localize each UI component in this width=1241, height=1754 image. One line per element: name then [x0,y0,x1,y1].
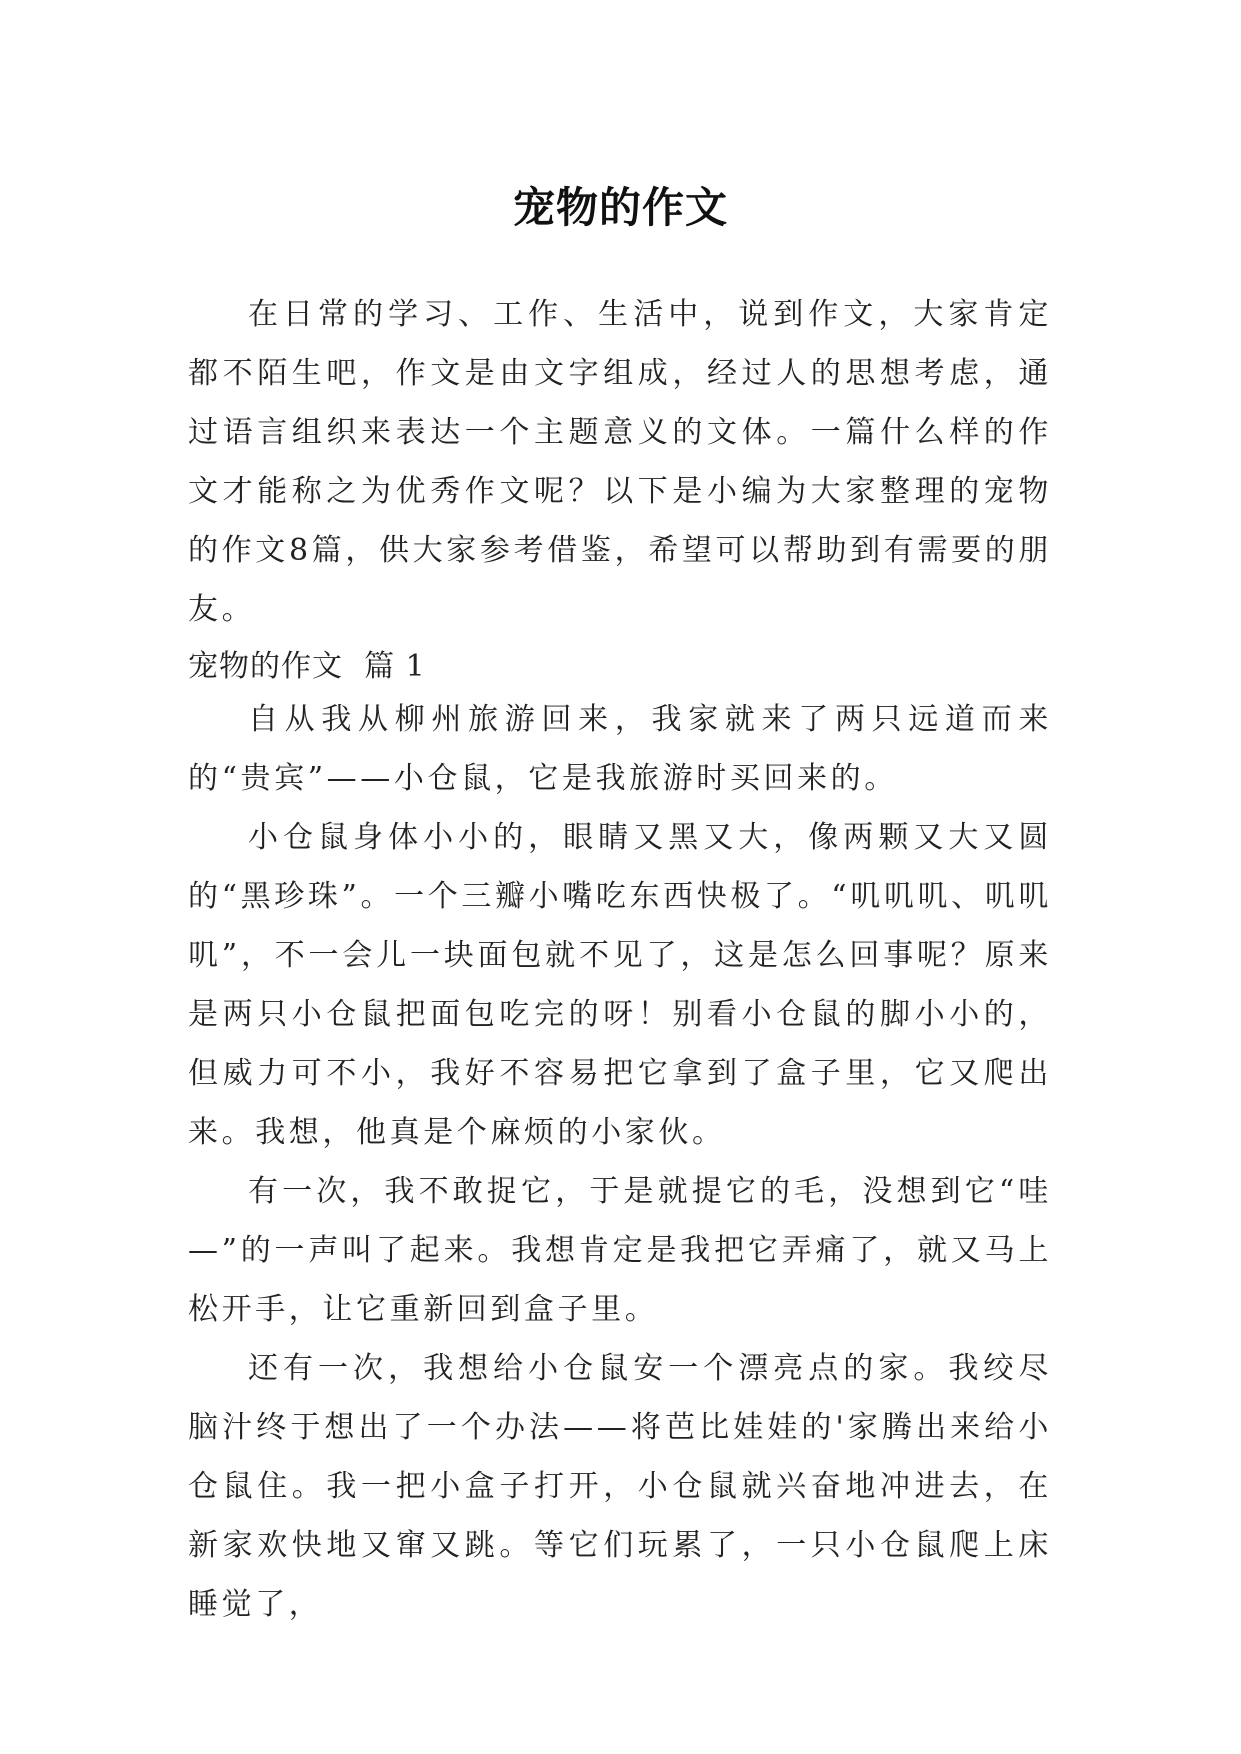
section-heading: 宠物的作文 篇 1 [188,649,426,684]
essay-paragraph: 小仓鼠身体小小的，眼睛又黑又大，像两颗又大又圆的“黑珍珠”。一个三瓣小嘴吃东西快极了。“叽叽叽、叽叽叽”，不一会儿一块面包就不见了，这是怎么回事呢？原来是两只小仓鼠把面包吃完的呀！别看小仓鼠的脚小小的，但威力可不小，我好不容易把它拿到了盒子里，它又爬出来。我想，他真是个麻烦的小家伙。 [188,820,1052,1150]
intro-paragraph: 在日常的学习、工作、生活中，说到作文，大家肯定都不陌生吧，作文是由文字组成，经过人的思想考虑，通过语言组织来表达一个主题意义的文体。一篇什么样的作文才能称之为优秀作文呢？以下是小编为大家整理的宠物的作文8篇，供大家参考借鉴，希望可以帮助到有需要的朋友。 [188,297,1052,627]
essay-paragraph: 自从我从柳州旅游回来，我家就来了两只远道而来的“贵宾”——小仓鼠，它是我旅游时买回来的。 [188,702,1052,796]
essay-paragraph: 还有一次，我想给小仓鼠安一个漂亮点的家。我绞尽脑汁终于想出了一个办法——将芭比娃娃的'家腾出来给小仓鼠住。我一把小盒子打开，小仓鼠就兴奋地冲进去，在新家欢快地又窜又跳。等它们玩累了，一只小仓鼠爬上床睡觉了， [188,1351,1052,1622]
intro-block [188,285,1052,639]
page-title: 宠物的作文 [512,183,728,233]
essay-body [188,690,1052,1634]
essay-paragraph: 有一次，我不敢捉它，于是就提它的毛，没想到它“哇—”的一声叫了起来。我想肯定是我把它弄痛了，就又马上松开手，让它重新回到盒子里。 [188,1174,1052,1327]
